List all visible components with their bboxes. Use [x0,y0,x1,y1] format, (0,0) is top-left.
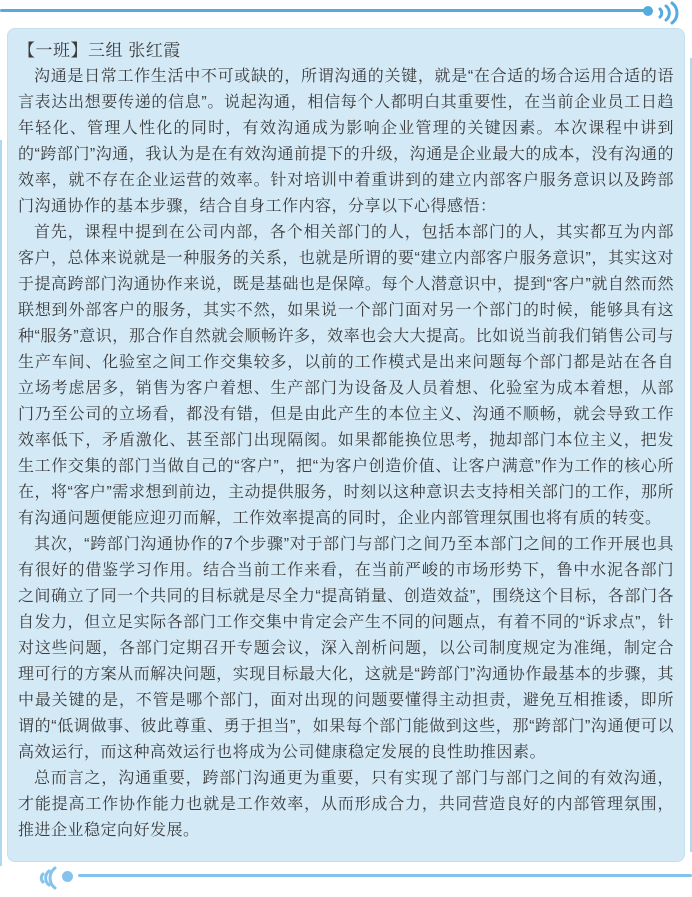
signal-waves-left-icon [26,864,58,897]
paragraph: 沟通是日常工作生活中不可或缺的，所谓沟通的关键，就是“在合适的场合运用合适的语言表达出想要传递的信息”。说起沟通，相信每个人都明白其重要性，在当前企业员工日趋年轻化、管理人性化的同时，有效沟通成为影响企业管理的关键因素。本次课程中讲到的“跨部门”沟通，我认为是在有效沟通前提下的升级，沟通是企业最大的成本，没有沟通的效率，就不存在企业运营的效率。针对培训中着重讲到的建立内部客户服务意识以及跨部门沟通协作的基本步骤，结合自身工作内容，分享以下心得感悟： [18,68,674,215]
bottom-signal-dot [62,871,73,882]
top-divider-line [0,9,645,12]
paragraph: 首先，课程中提到在公司内部，各个相关部门的人，包括本部门的人，其实都互为内部客户，总体来说就是一种服务的关系，也就是所谓的要“建立内部客户服务意识”，其实这对于提高跨部门沟通协作来说，既是基础也是保障。每个人潜意识中，提到“客户”就自然而然联想到外部客户的服务，其实不然，如果说一个部门面对另一个部门的时候，能够具有这种“服务”意识，那合作自然就会顺畅许多，效率也会大大提高。比如说当前我们销售公司与生产车间、化验室之间工作交集较多，以前的工作模式是出来问题每个部门都是站在各自立场考虑居多，销售为客户着想、生产部门为设备及人员着想、化验室为成本着想，从部门乃至公司的立场看，都没有错，但是由此产生的本位主义、沟通不顺畅，就会导致工作效率低下，矛盾激化、甚至部门出现隔阂。如果都能换位思考，抛却部门本位主义，把发生工作交集的部门当做自己的“客户”，把“为客户创造价值、让客户满意”作为工作的核心所在，将“客户”需求想到前边，主动提供服务，时刻以这种意识去支持相关部门的工作，那所有沟通问题便能应迎刃而解，工作效率提高的同时，企业内部管理氛围也将有质的转变。 [18,224,674,527]
paragraph: 其次，“跨部门沟通协作的7个步骤”对于部门与部门之间乃至本部门之间的工作开展也具有很好的借鉴学习作用。结合当前工作来看，在当前严峻的市场形势下，鲁中水泥各部门之间确立了同一个共同的目标就是尽全力“提高销量、创造效益”，围绕这个目标，各部门各自发力，但立足实际各部门工作交集中肯定会产生不同的问题点，有着不同的“诉求点”，针对这些问题，各部门定期召开专题会议，深入剖析问题，以公司制度规定为准绳，制定合理可行的方案从而解决问题，实现目标最大化，这就是“跨部门”沟通协作最基本的步骤，其中最关键的是，不管是哪个部门，面对出现的问题要懂得主动担责，避免互相推诿，即所谓的“低调做事、彼此尊重、勇于担当”，如果每个部门能做到这些，那“跨部门”沟通便可以高效运行，而这种高效运行也将成为公司健康稳定发展的良性助推因素。 [18,536,674,761]
article-title: 【一班】三组 张红霞 [18,41,181,60]
top-signal-dot [643,6,653,16]
bottom-divider-line [78,874,692,877]
left-edge-line [0,140,2,866]
article-body [18,64,674,844]
article-panel [7,28,685,862]
paragraph: 总而言之，沟通重要，跨部门沟通更为重要，只有实现了部门与部门之间的有效沟通，才能提高工作协作能力也就是工作效率，从而形成合力，共同营造良好的内部管理氛围，推进企业稳定向好发展。 [18,770,674,839]
